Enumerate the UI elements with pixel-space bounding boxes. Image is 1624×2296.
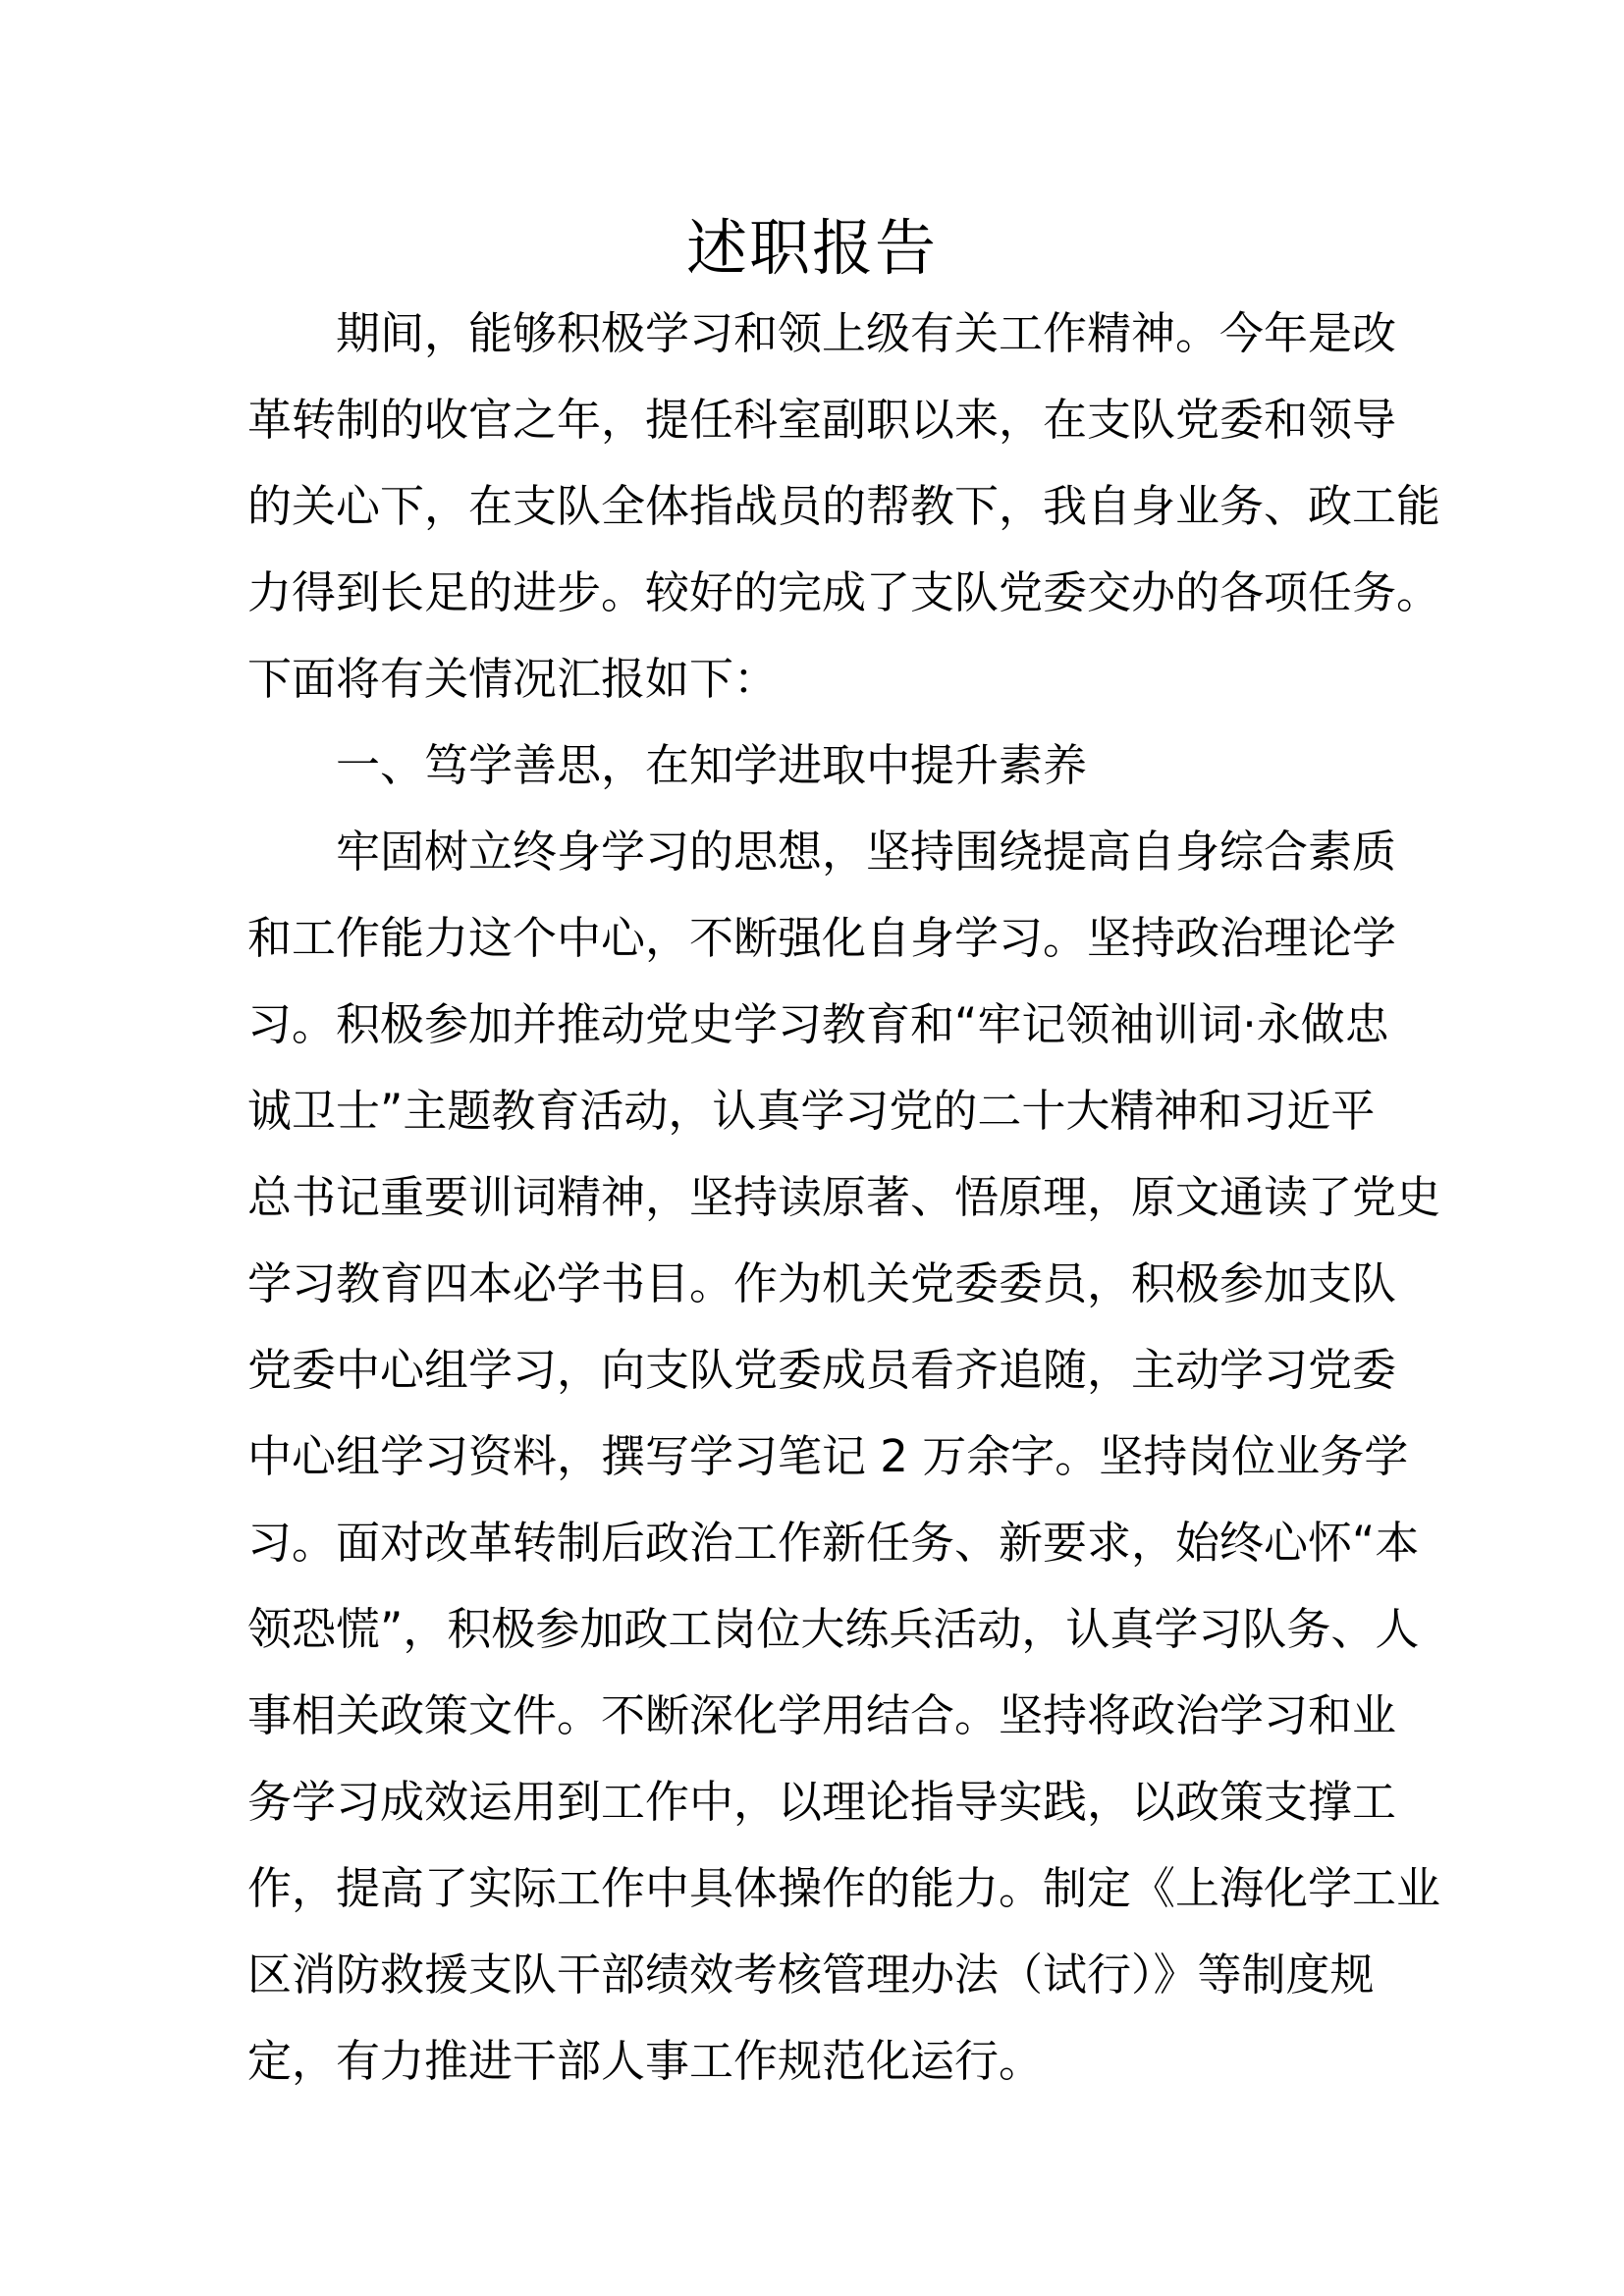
paragraph-line: 期间，能够积极学习和领上级有关工作精神。今年是改	[336, 307, 1397, 359]
paragraph-line: 学习教育四本必学书目。作为机关党委委员，积极参加支队	[247, 1257, 1397, 1309]
paragraph-line: 事相关政策文件。不断深化学用结合。坚持将政治学习和业	[247, 1689, 1397, 1741]
paragraph-line: 的关心下，在支队全体指战员的帮教下，我自身业务、政工能	[247, 480, 1441, 532]
paragraph-line: 总书记重要训词精神，坚持读原著、悟原理，原文通读了党史	[247, 1171, 1441, 1223]
section-heading: 一、笃学善思，在知学进取中提升素养	[336, 739, 1088, 791]
paragraph-line: 牢固树立终身学习的思想，坚持围绕提高自身综合素质	[336, 826, 1397, 878]
paragraph-line: 中心组学习资料，撰写学习笔记 2 万余字。坚持岗位业务学	[247, 1430, 1409, 1482]
paragraph-line: 党委中心组学习，向支队党委成员看齐追随，主动学习党委	[247, 1344, 1397, 1396]
paragraph-line: 习。积极参加并推动党史学习教育和“牢记领袖训词·永做忠	[247, 998, 1389, 1050]
document-body	[247, 291, 1441, 2105]
paragraph-line: 诚卫士”主题教育活动，认真学习党的二十大精神和习近平	[247, 1085, 1376, 1137]
paragraph-line: 和工作能力这个中心，不断强化自身学习。坚持政治理论学	[247, 912, 1397, 964]
paragraph-line: 作，提高了实际工作中具体操作的能力。制定《上海化学工业	[247, 1862, 1441, 1914]
document-title: 述职报告	[685, 212, 938, 284]
paragraph-line: 定，有力推进干部人事工作规范化运行。	[247, 2035, 1044, 2087]
paragraph-line: 力得到长足的进步。较好的完成了支队党委交办的各项任务。	[247, 566, 1441, 618]
paragraph-line: 区消防救援支队干部绩效考核管理办法（试行）》等制度规	[247, 1949, 1375, 2001]
paragraph-line: 下面将有关情况汇报如下：	[247, 653, 779, 705]
paragraph-line: 革转制的收官之年，提任科室副职以来，在支队党委和领导	[247, 394, 1397, 446]
paragraph-line: 务学习成效运用到工作中，以理论指导实践，以政策支撑工	[247, 1776, 1397, 1828]
paragraph-line: 领恐慌”，积极参加政工岗位大练兵活动，认真学习队务、人	[247, 1603, 1420, 1655]
paragraph-line: 习。面对改革转制后政治工作新任务、新要求，始终心怀“本	[247, 1517, 1420, 1569]
